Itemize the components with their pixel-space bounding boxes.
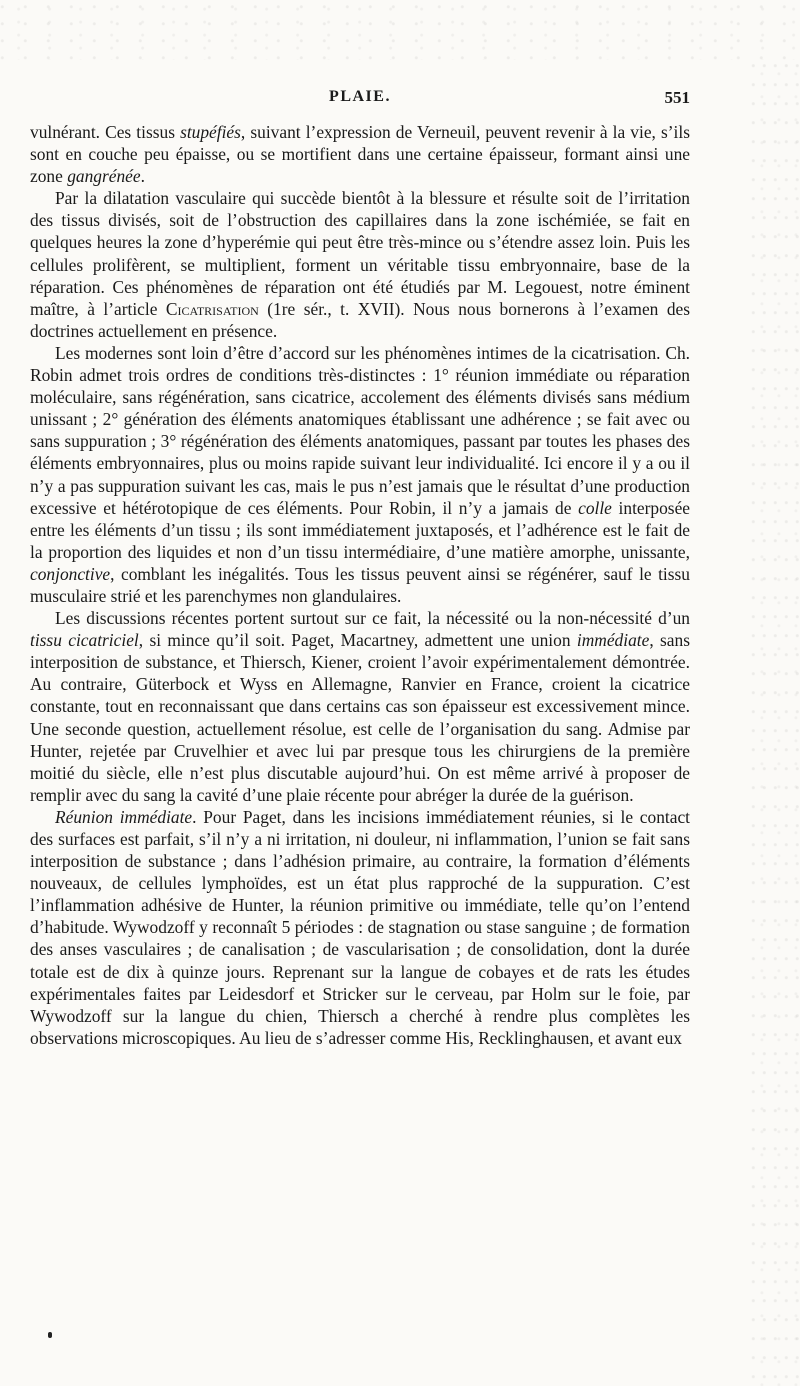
- text-run: . Pour Paget, dans les incisions immédiatement réunies, si le contact des surfaces est parfait, s’il n’y a ni irritation, ni douleur, ni inflammation, l’union se fait sans interposition de substance ; dans l’adhésion primaire, au contraire, la formation d’éléments nouveaux, de cellules lymphoïdes, est un état plus rapproché de la suppuration. C’est l’inflammation adhésive de Hunter, la réunion primitive ou immédiate, telle qu’on l’entend d’habitude. Wywodzoff y reconnaît 5 périodes : de stagnation ou stase sanguine ; de formation des anses vasculaires ; de canalisation ; de vascularisation ; de consolidation, dont la durée totale est de dix à quinze jours. Reprenant sur la langue de cobayes et de rats les études expérimentales faites par Leidesdorf et Stricker sur le cerveau, par Holm sur le foie, par Wywodzoff sur la langue du chien, Thiersch a cherché à rendre plus complètes les observations microscopiques. Au lieu de s’adresser comme His, Recklinghausen, et avant eux: [30, 806, 690, 1048]
- text-run: interposée entre les éléments d’un tissu ; ils sont immédiatement juxtaposés, et l’adhérence est le fait de la proportion des liquides et non d’un tissu intermédiaire, d’une matière amorphe, unissante,: [30, 497, 691, 562]
- text-run: , sans interposition de substance, et Thiersch, Kiener, croient l’avoir expérimentalement démontrée. Au contraire, Güterbock et Wyss en Allemagne, Ranvier en France, croient la cicatrice constante, tout en reconnaissant que dans certains cas son épaisseur est excessivement mince. Une seconde question, actuellement résolue, est celle de l’organisation du sang. Admise par Hunter, rejetée par Cruvelhier et avec lui par presque tous les chirurgiens de la première moitié du siècle, elle n’est plus discutable aujourd’hui. On est même arrivé à proposer de remplir avec du sang la cavité d’une plaie récente pour abréger la durée de la guérison.: [30, 630, 690, 805]
- text-run: .: [140, 166, 145, 187]
- italic-text: conjonctive: [30, 563, 111, 584]
- page-header: [30, 88, 690, 112]
- small-caps-text: Cicatrisation: [165, 298, 259, 319]
- page-edge-speckle-right: [750, 60, 800, 1386]
- italic-text: gangrénée: [67, 166, 141, 187]
- italic-text: Réunion immédiate: [55, 806, 193, 827]
- text-run: (1re sér., t. XVII). Nous nous bornerons à l’examen des doctrines actuellement en présence.: [30, 298, 690, 341]
- body-text: [30, 121, 690, 1049]
- running-title: PLAIE.: [329, 88, 391, 105]
- paragraph: [30, 187, 690, 342]
- text-run: Les discussions récentes portent surtout sur ce fait, la nécessité ou la non-nécessité d’un: [55, 608, 690, 629]
- ink-speck: [48, 1332, 52, 1338]
- paragraph: [30, 342, 690, 607]
- text-run: Les modernes sont loin d’être d’accord sur les phénomènes intimes de la cicatrisation. Ch. Robin admet trois ordres de conditions très-distinctes : 1° réunion immédiate ou réparation moléculaire, sans régénération, sans cicatrice, accolement des éléments divisés sans médium unissant ; 2° génération des éléments anatomiques établissant une adhérence ; se fait avec ou sans suppuration ; 3° régénération des éléments anatomiques, passant par toutes les phases des éléments embryonnaires, plus ou moins rapide suivant leur individualité. Ici encore il y a ou il n’y a pas suppuration suivant les cas, mais le pus n’est jamais que le résultat d’une production excessive et hétérotopique de ces éléments. Pour Robin, il n’y a jamais de: [30, 342, 690, 518]
- italic-text: tissu cicatriciel: [30, 630, 139, 651]
- text-run: , suivant l’expression de Verneuil, peuvent revenir à la vie, s’ils sont en couche peu épaisse, ou se mortifient dans une certaine épaisseur, formant ainsi une zone: [30, 122, 690, 187]
- italic-text: stupéfiés: [180, 122, 241, 142]
- paragraph: [30, 121, 690, 187]
- page-edge-speckle-top: [0, 0, 800, 60]
- italic-text: colle: [578, 497, 612, 518]
- text-run: Par la dilatation vasculaire qui succède bientôt à la blessure et résulte soit de l’irritation des tissus divisés, soit de l’obstruction des capillaires dans la zone ischémiée, se fait en quelques heures la zone d’hyperémie qui peut être très-mince ou s’étendre assez loin. Puis les cellules prolifèrent, se multiplient, forment un véritable tissu embryonnaire, base de la réparation. Ces phénomènes de réparation ont été étudiés par M. Legouest, notre éminent maître, à l’article: [30, 188, 690, 319]
- paragraph: [30, 607, 690, 806]
- paragraph: [30, 806, 690, 1049]
- page-number: 551: [664, 88, 690, 107]
- italic-text: immédiate: [576, 630, 650, 651]
- text-run: , si mince qu’il soit. Paget, Macartney, admettent une union: [138, 630, 577, 651]
- text-run: vulnérant. Ces tissus: [30, 122, 181, 142]
- text-run: , comblant les inégalités. Tous les tissus peuvent ainsi se régénérer, sauf le tissu musculaire strié et les parenchymes non glandulaires.: [30, 563, 690, 606]
